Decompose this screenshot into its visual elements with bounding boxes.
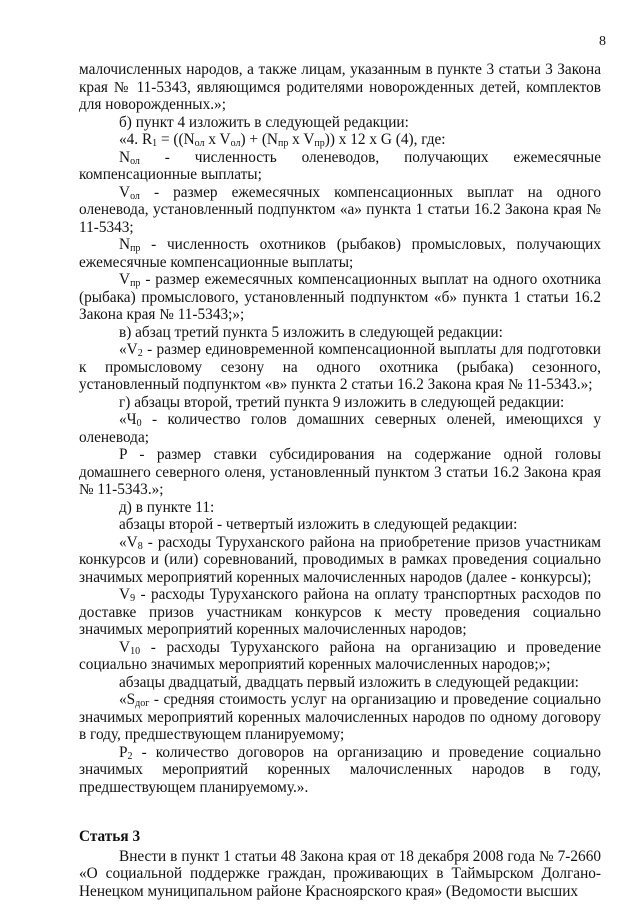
paragraph: абзацы двадцатый, двадцать первый изложить в следующей редакции: [119,673,579,691]
paragraph: «$S_{дог}$ - средняя стоимость услуг на организацию и проведение социально значимых мероприятий коренных малочисленных народов по одному договору в году, предшествующем планируемому; [79,691,601,743]
paragraph: «$V_2$ - размер единовременной компенсационной выплаты для подготовки к промысловому сезону на одного охотника (рыбака) сезонного, установленный подпунктом «в» пункта 2 статьи 16.2 Закона края № 11-5343.»; [79,341,601,393]
paragraph: д) в пункте 11: [119,498,215,516]
paragraph: «$V_8$ - расходы Туруханского района на приобретение призов участникам конкурсов и (или) соревнований, проводимых в рамках проведения социально значимых мероприятий коренных малочисленных народов (далее - конкурсы); [79,533,601,586]
paragraph: абзацы второй - четвертый изложить в следующей редакции: [119,516,518,533]
article-heading: Статья 3 [79,828,141,845]
article-paragraph: Внести в пункт 1 статьи 48 Закона края от 18 декабря 2008 года № 7-2660 «О социальной поддержке граждан, проживающих в Таймырском Долгано-Ненецком муниципальном районе Красноярского края» (Ведомости высших [79,847,601,900]
paragraph: $V_{ол}$ - размер ежемесячных компенсационных выплат на одного оленевода, установленный подпунктом «а» пункта 1 статьи 16.2 Закона края № 11-5343; [79,183,601,236]
paragraph: $V_{пр}$ - размер ежемесячных компенсационных выплат на одного охотника (рыбака) промыслового, установленный подпунктом «б» пункта 1 статьи 16.2 Закона края № 11-5343;»; [79,271,601,323]
paragraph: $V_9$ - расходы Туруханского района на оплату транспортных расходов по доставке призов участникам конкурсов к месту проведения социально значимых мероприятий коренных малочисленных народов; [79,586,601,638]
paragraph: б) пункт 4 изложить в следующей редакции: [119,113,409,131]
document-body [79,61,601,900]
page-number: 8 [599,34,606,49]
paragraph: малочисленных народов, а также лицам, указанным в пункте 3 статьи 3 Закона края № 11-5343, являющимся родителями новорожденных детей, комплектов для новорожденных.»; [79,61,601,113]
paragraph: $N_{ол}$ - численность оленеводов, получающих ежемесячные компенсационные выплаты; [79,148,601,183]
paragraph: в) абзац третий пункта 5 изложить в следующей редакции: [119,323,503,341]
paragraph: «$Ч_0$ - количество голов домашних северных оленей, имеющихся у оленевода; [79,411,601,446]
paragraph: $N_{пр}$ - численность охотников (рыбаков) промысловых, получающих ежемесячные компенсационные выплаты; [79,236,601,271]
paragraph: г) абзацы второй, третий пункта 9 изложить в следующей редакции: [119,393,565,411]
paragraph: $V_{10}$ - расходы Туруханского района на организацию и проведение социально значимых мероприятий коренных малочисленных народов;»; [79,638,601,673]
formula-paragraph: «4. $R_1 = ((N_{ол}$ x $V_{ол}) + (N_{пр}$ x $V_{пр}$)) x 12 x G (4), где: [119,131,446,149]
paragraph: $P_2$ - количество договоров на организацию и проведение социально значимых мероприятий коренных малочисленных народов в году, предшествующем планируемому.». [79,743,601,796]
paragraph: P - размер ставки субсидирования на содержание одной головы домашнего северного оленя, установленный пунктом 3 статьи 16.2 Закона края № 11-5343.»; [79,446,601,498]
